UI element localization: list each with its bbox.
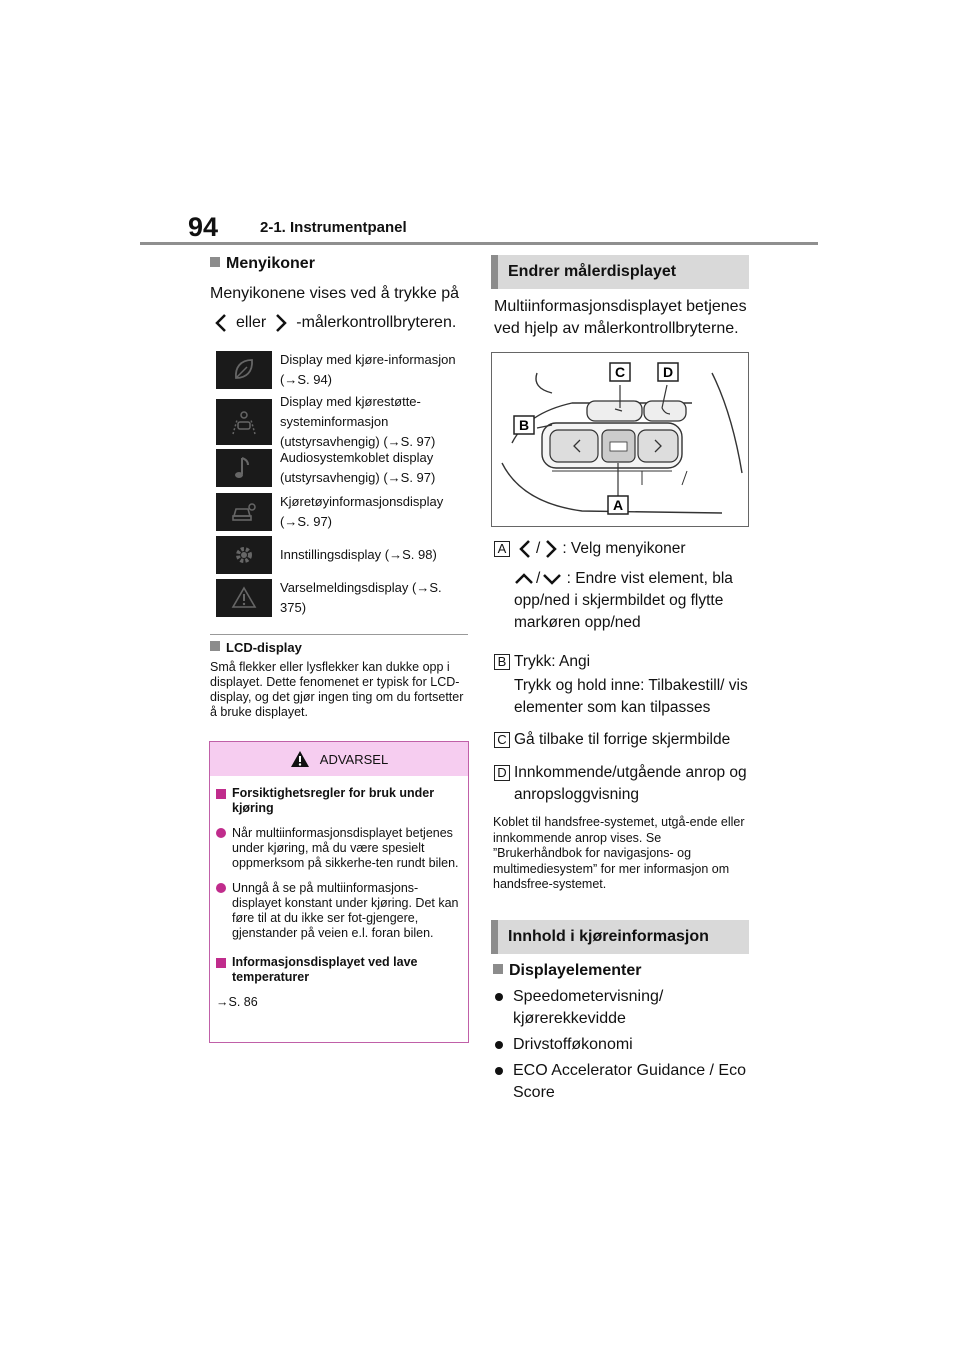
menu-icon-text: Innstillingsdisplay (→S. 98) — [280, 547, 437, 562]
diagram-label-a: A — [612, 497, 624, 513]
diagram-label-b: B — [518, 417, 530, 433]
chevron-right-icon — [544, 539, 558, 559]
slash-separator: / — [536, 540, 541, 557]
label-a: A — [494, 541, 510, 557]
lcd-heading-text: LCD-display — [226, 640, 302, 655]
label-d: D — [494, 765, 510, 781]
menu-icon-text: Kjøretøyinformasjonsdisplay (→S. 97) — [280, 494, 444, 529]
warning-point-text: Unngå å se på multiinformasjons-displayet konstant under kjøring. Det kan føre til at du ikke ser fot-gjengere, gjenstander på veien e.l. foran bilen. — [232, 881, 459, 940]
definition-d — [494, 762, 756, 806]
display-elements-heading-text: Displayelementer — [509, 962, 642, 979]
section-divider — [210, 634, 468, 635]
warning-header — [210, 742, 468, 776]
lcd-text: Små flekker eller lysflekker kan dukke opp i displayet. Dette fenomenet er typisk for LCD-display, og det gjør ingen ting om du fortsetter å bruke displayet. — [210, 660, 464, 719]
warning-heading — [216, 786, 460, 816]
chevron-right-icon — [274, 313, 288, 333]
definition-b-text: Trykk: Angi — [514, 653, 591, 670]
driver-assist-icon — [216, 399, 272, 445]
menu-icon-text: Varselmeldingsdisplay (→S. 375) — [280, 580, 442, 615]
warning-point — [216, 826, 460, 871]
bullet-dot — [495, 1041, 503, 1049]
definition-d-text: Innkommende/utgående anrop og anropsloggvisning — [514, 764, 747, 803]
menu-intro-or: eller — [236, 314, 267, 331]
heading-marker — [216, 789, 226, 799]
display-elements-list — [493, 986, 753, 1108]
menu-intro-tail: -målerkontrollbryteren. — [296, 314, 457, 331]
handsfree-note: Koblet til handsfree-systemet, utgå-ende eller innkommende anrop vises. Se ”Brukerhåndbok for navigasjons- og multimediesystem” for mer informasjon om handsfree-systemet. — [493, 815, 745, 891]
menu-icon-item — [216, 448, 464, 488]
warning-heading — [216, 955, 460, 985]
warning-ref: →S. 86 — [216, 995, 258, 1009]
definition-b-hold: Trykk og hold inne: Tilbakestill/ vis elementer som kan tilpasses — [514, 677, 748, 716]
gear-icon — [216, 536, 272, 574]
slash-separator: / — [536, 570, 541, 587]
bullet-dot — [216, 883, 226, 893]
definition-a-updown-text: : Endre vist element, bla opp/ned i skjermbildet og flytte markøren opp/ned — [514, 570, 733, 632]
heading-marker — [493, 964, 503, 974]
heading-marker — [210, 641, 220, 651]
menu-icon-text: Audiosystemkoblet display (utstyrsavhengig) (→S. 97) — [280, 450, 436, 485]
warning-heading-text: Informasjonsdisplayet ved lave temperaturer — [232, 955, 418, 984]
diagram-label-d: D — [662, 364, 674, 380]
menu-icon-item — [216, 392, 464, 452]
menu-intro-line2 — [214, 313, 456, 333]
menu-icons-heading — [210, 255, 315, 273]
label-b: B — [494, 654, 510, 670]
label-c: C — [494, 732, 510, 748]
chevron-down-icon — [542, 573, 562, 585]
display-elements-heading — [493, 962, 642, 980]
menu-icon-item — [216, 578, 464, 618]
definition-a-text: : Velg menyikoner — [562, 540, 686, 557]
header-rule — [140, 242, 818, 245]
warning-triangle-icon — [216, 579, 272, 617]
definition-b — [494, 651, 756, 719]
list-item-text: ECO Accelerator Guidance / Eco Score — [513, 1062, 746, 1101]
list-item-text: Drivstofføkonomi — [513, 1036, 633, 1053]
list-item-text: Speedometervisning/ kjørerekkevidde — [513, 988, 664, 1027]
menu-icons-heading-text: Menyikoner — [226, 255, 315, 272]
menu-icon-item — [216, 492, 464, 532]
warning-title: ADVARSEL — [319, 751, 389, 767]
bullet-dot — [216, 828, 226, 838]
menu-intro-line1: Menyikonene vises ved å trykke på — [210, 285, 460, 302]
bullet-dot — [495, 1067, 503, 1075]
list-item — [493, 1060, 753, 1104]
lcd-heading — [210, 640, 302, 655]
list-item — [493, 1034, 753, 1056]
change-display-intro: Multiinformasjonsdisplayet betjenes ved hjelp av målerkontrollbryterne. — [494, 298, 747, 337]
bullet-dot — [495, 993, 503, 1001]
menu-icon-text: Display med kjøre-informasjon (→S. 94) — [280, 352, 456, 387]
definition-c-text: Gå tilbake til forrige skjermbilde — [514, 731, 731, 748]
warning-point-text: Når multiinformasjonsdisplayet betjenes under kjøring, må du være spesielt oppmerksom på sikkerhe-ten rundt bilen. — [232, 826, 459, 870]
section-banner: Endrer målerdisplayet — [491, 255, 749, 289]
chevron-left-icon — [518, 539, 532, 559]
leaf-icon — [216, 351, 272, 389]
chapter-title: 2-1. Instrumentpanel — [260, 219, 407, 236]
definition-a — [494, 538, 744, 634]
warning-heading-text: Forsiktighetsregler for bruk under kjøring — [232, 786, 435, 815]
chevron-up-icon — [514, 573, 534, 585]
list-item — [493, 986, 753, 1030]
section-banner: Innhold i kjøreinformasjon — [491, 920, 749, 954]
car-settings-icon — [216, 493, 272, 531]
menu-icon-text: Display med kjørestøtte-systeminformasjon (utstyrsavhengig) (→S. 97) — [280, 394, 436, 449]
heading-marker — [216, 958, 226, 968]
diagram-label-c: C — [614, 364, 626, 380]
definition-c — [494, 729, 730, 751]
warning-triangle-icon — [290, 750, 310, 768]
page-number: 94 — [188, 212, 219, 242]
menu-icon-item — [216, 350, 464, 390]
warning-point — [216, 881, 460, 941]
menu-icon-item — [216, 536, 464, 574]
heading-marker — [210, 257, 220, 267]
music-note-icon — [216, 449, 272, 487]
chevron-left-icon — [214, 313, 228, 333]
warning-box — [209, 741, 469, 1043]
steering-wheel-switch-diagram — [491, 352, 749, 527]
definition-a-updown — [494, 568, 744, 634]
